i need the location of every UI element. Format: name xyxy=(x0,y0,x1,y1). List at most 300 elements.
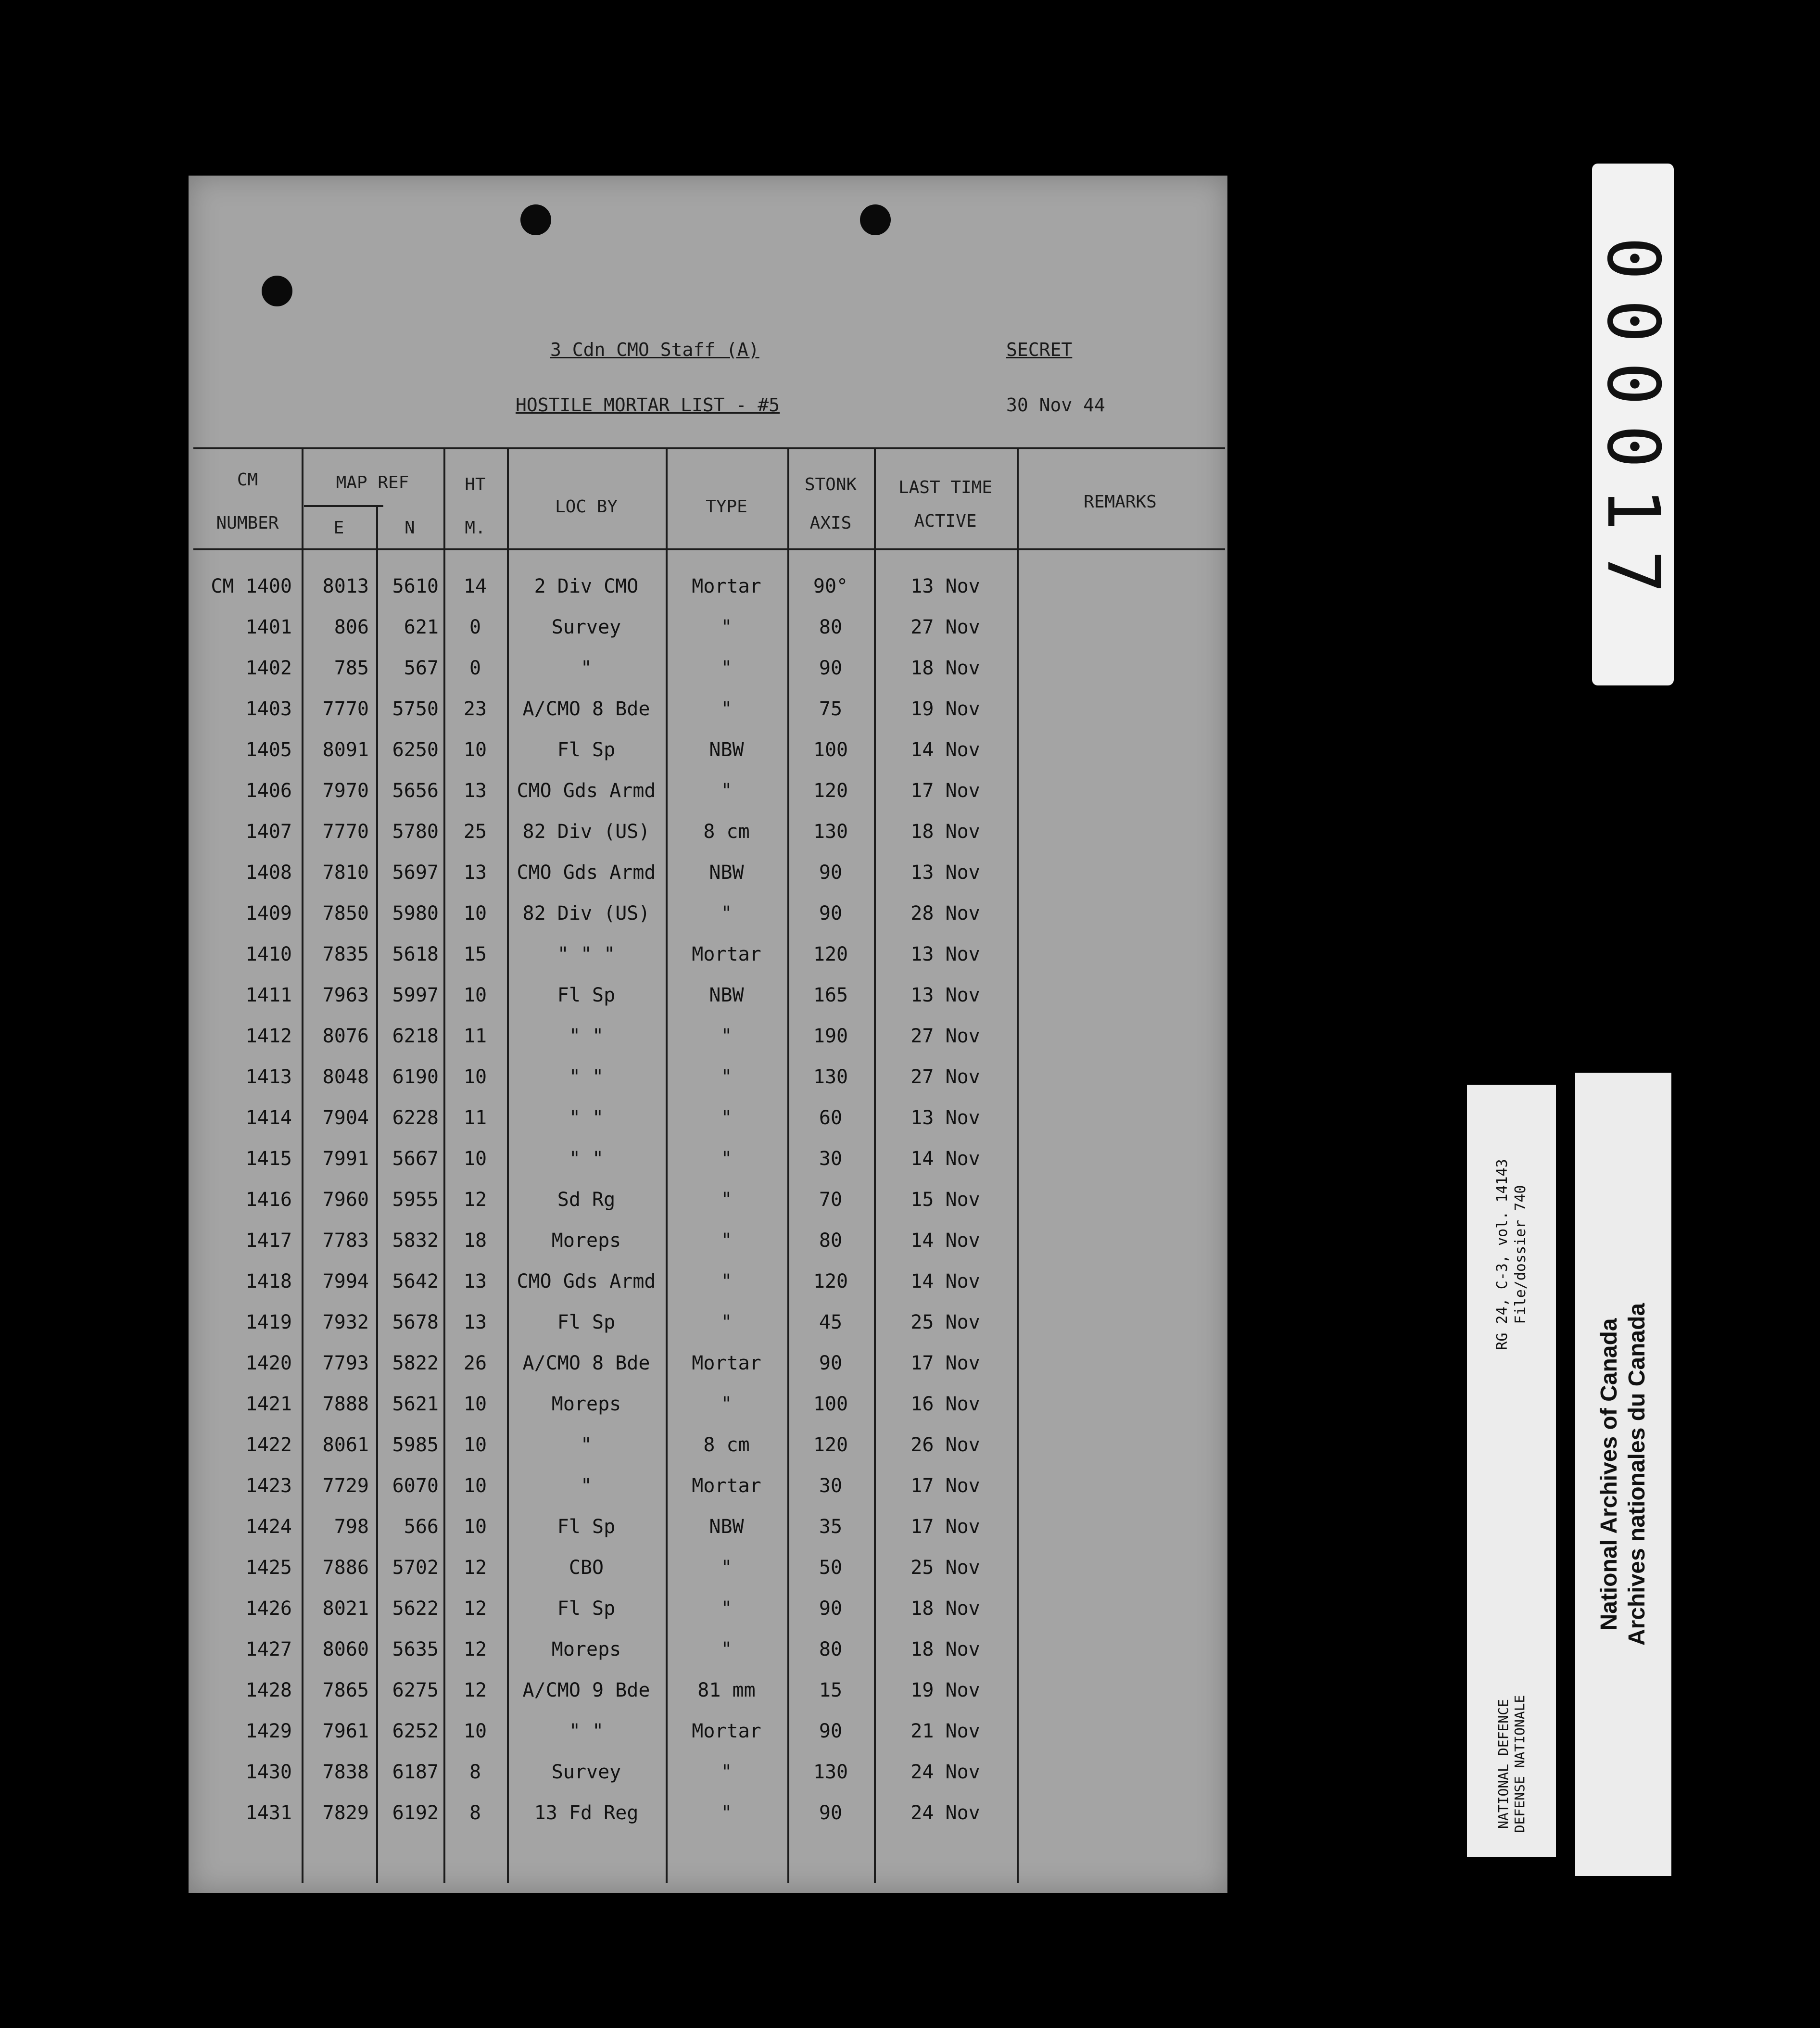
cell-n: 566 xyxy=(404,1516,439,1538)
table-row xyxy=(189,1057,1227,1098)
cell-e: 8076 xyxy=(322,1025,369,1047)
cell-last: 27 Nov xyxy=(910,1066,980,1088)
cell-axis: 130 xyxy=(813,1066,848,1088)
department-name xyxy=(1495,1695,1528,1833)
cell-n: 5697 xyxy=(392,862,439,884)
cell-num: CM 1400 xyxy=(211,575,292,597)
cell-axis: 80 xyxy=(819,1638,843,1660)
table-row xyxy=(189,1220,1227,1261)
cell-e: 7793 xyxy=(322,1352,369,1374)
table-row xyxy=(189,1466,1227,1507)
cell-last: 14 Nov xyxy=(910,739,980,761)
cell-num: 1421 xyxy=(245,1393,292,1415)
table-row xyxy=(189,934,1227,975)
cell-loc: Fl Sp xyxy=(557,739,616,761)
cell-e: 7904 xyxy=(322,1107,369,1129)
table-row xyxy=(189,1629,1227,1670)
cell-ht: 12 xyxy=(463,1597,487,1620)
cell-axis: 30 xyxy=(819,1475,843,1497)
cell-n: 6218 xyxy=(392,1025,439,1047)
cell-num: 1412 xyxy=(245,1025,292,1047)
cell-loc: CMO Gds Armd xyxy=(517,780,656,802)
department-line: DEFENSE NATIONALE xyxy=(1511,1695,1528,1833)
cell-num: 1427 xyxy=(245,1638,292,1660)
cell-type: " xyxy=(720,1229,733,1252)
table-header-rule xyxy=(193,548,1225,550)
header-map-e: E xyxy=(333,518,344,538)
cell-type: NBW xyxy=(709,1516,744,1538)
cell-last: 13 Nov xyxy=(910,984,980,1006)
cell-e: 8021 xyxy=(322,1597,369,1620)
cell-e: 7783 xyxy=(322,1229,369,1252)
cell-loc: CBO xyxy=(569,1557,604,1579)
cell-ht: 10 xyxy=(463,1393,487,1415)
cell-axis: 90 xyxy=(819,1720,843,1742)
punch-hole xyxy=(520,204,551,235)
cell-type: " xyxy=(720,780,733,802)
table-row xyxy=(189,1261,1227,1302)
cell-e: 7865 xyxy=(322,1679,369,1701)
cell-type: Mortar xyxy=(692,1352,761,1374)
cell-type: " xyxy=(720,1107,733,1129)
document-date: 30 Nov 44 xyxy=(1006,394,1105,416)
cell-e: 7770 xyxy=(322,698,369,720)
list-title: HOSTILE MORTAR LIST - #5 xyxy=(516,394,780,416)
cell-e: 7970 xyxy=(322,780,369,802)
cell-type: 8 cm xyxy=(703,821,750,843)
cell-last: 14 Nov xyxy=(910,1148,980,1170)
cell-n: 5667 xyxy=(392,1148,439,1170)
cell-ht: 25 xyxy=(463,821,487,843)
cell-type: Mortar xyxy=(692,1475,761,1497)
cell-n: 6250 xyxy=(392,739,439,761)
cell-axis: 75 xyxy=(819,698,843,720)
cell-ht: 10 xyxy=(463,1475,487,1497)
cell-type: Mortar xyxy=(692,575,761,597)
cell-last: 19 Nov xyxy=(910,1679,980,1701)
cell-ht: 10 xyxy=(463,1720,487,1742)
cell-num: 1416 xyxy=(245,1189,292,1211)
table-row xyxy=(189,1670,1227,1711)
cell-num: 1423 xyxy=(245,1475,292,1497)
cell-last: 13 Nov xyxy=(910,862,980,884)
archive-ref-line: File/dossier 740 xyxy=(1512,1185,1529,1324)
cell-axis: 120 xyxy=(813,943,848,965)
cell-axis: 50 xyxy=(819,1557,843,1579)
cell-loc: " " " xyxy=(557,943,616,965)
cell-type: Mortar xyxy=(692,943,761,965)
cell-n: 6192 xyxy=(392,1802,439,1824)
cell-n: 5621 xyxy=(392,1393,439,1415)
cell-last: 15 Nov xyxy=(910,1189,980,1211)
cell-e: 7961 xyxy=(322,1720,369,1742)
cell-loc: " xyxy=(580,657,593,679)
cell-loc: 13 Fd Reg xyxy=(534,1802,639,1824)
cell-type: " xyxy=(720,1761,733,1783)
cell-n: 6070 xyxy=(392,1475,439,1497)
cell-loc: CMO Gds Armd xyxy=(517,1270,656,1293)
table-top-rule xyxy=(193,447,1225,449)
archives-name-en: National Archives of Canada xyxy=(1596,1318,1622,1631)
table-row xyxy=(189,1302,1227,1343)
cell-ht: 10 xyxy=(463,739,487,761)
cell-n: 6252 xyxy=(392,1720,439,1742)
cell-last: 28 Nov xyxy=(910,902,980,925)
table-row xyxy=(189,1139,1227,1179)
cell-n: 5780 xyxy=(392,821,439,843)
cell-n: 5980 xyxy=(392,902,439,925)
cell-last: 18 Nov xyxy=(910,1597,980,1620)
cell-e: 7729 xyxy=(322,1475,369,1497)
cell-loc: Moreps xyxy=(551,1229,621,1252)
cell-e: 7886 xyxy=(322,1557,369,1579)
cell-last: 18 Nov xyxy=(910,657,980,679)
cell-n: 621 xyxy=(404,616,439,638)
cell-num: 1420 xyxy=(245,1352,292,1374)
cell-axis: 100 xyxy=(813,1393,848,1415)
cell-axis: 100 xyxy=(813,739,848,761)
cell-ht: 12 xyxy=(463,1557,487,1579)
cell-axis: 120 xyxy=(813,780,848,802)
cell-last: 14 Nov xyxy=(910,1270,980,1293)
cell-type: " xyxy=(720,1597,733,1620)
table-row xyxy=(189,1098,1227,1139)
archives-name xyxy=(1595,1303,1651,1646)
cell-type: " xyxy=(720,1025,733,1047)
cell-n: 5822 xyxy=(392,1352,439,1374)
cell-ht: 12 xyxy=(463,1189,487,1211)
cell-num: 1419 xyxy=(245,1311,292,1333)
cell-type: " xyxy=(720,698,733,720)
cell-last: 18 Nov xyxy=(910,1638,980,1660)
cell-loc: 82 Div (US) xyxy=(522,821,650,843)
header-cm: CM xyxy=(237,470,258,490)
cell-e: 7888 xyxy=(322,1393,369,1415)
cell-last: 13 Nov xyxy=(910,575,980,597)
table-row xyxy=(189,1547,1227,1588)
cell-num: 1418 xyxy=(245,1270,292,1293)
cell-ht: 10 xyxy=(463,984,487,1006)
cell-last: 24 Nov xyxy=(910,1802,980,1824)
cell-ht: 8 xyxy=(469,1761,481,1783)
cell-axis: 70 xyxy=(819,1189,843,1211)
cell-last: 13 Nov xyxy=(910,1107,980,1129)
cell-last: 27 Nov xyxy=(910,616,980,638)
cell-last: 17 Nov xyxy=(910,1352,980,1374)
table-row xyxy=(189,1588,1227,1629)
cell-e: 7838 xyxy=(322,1761,369,1783)
cell-ht: 12 xyxy=(463,1679,487,1701)
table-row xyxy=(189,1711,1227,1752)
cell-num: 1401 xyxy=(245,616,292,638)
cell-num: 1409 xyxy=(245,902,292,925)
table-row xyxy=(189,1425,1227,1466)
archives-label xyxy=(1575,1073,1671,1876)
cell-type: " xyxy=(720,1802,733,1824)
archive-reference-tag xyxy=(1467,1085,1556,1857)
cell-e: 7960 xyxy=(322,1189,369,1211)
cell-e: 8091 xyxy=(322,739,369,761)
cell-loc: Fl Sp xyxy=(557,1597,616,1620)
cell-type: " xyxy=(720,902,733,925)
cell-e: 7932 xyxy=(322,1311,369,1333)
cell-last: 13 Nov xyxy=(910,943,980,965)
cell-e: 7829 xyxy=(322,1802,369,1824)
cell-axis: 90 xyxy=(819,1802,843,1824)
cell-last: 27 Nov xyxy=(910,1025,980,1047)
cell-type: " xyxy=(720,1148,733,1170)
frame-number: 000017 xyxy=(1591,236,1675,613)
cell-loc: " " xyxy=(569,1148,604,1170)
header-map-ref: MAP REF xyxy=(336,473,409,493)
punch-hole xyxy=(262,276,292,306)
cell-num: 1410 xyxy=(245,943,292,965)
cell-axis: 45 xyxy=(819,1311,843,1333)
cell-loc: " xyxy=(580,1475,593,1497)
department-line: NATIONAL DEFENCE xyxy=(1495,1699,1511,1829)
header-type: TYPE xyxy=(706,497,747,517)
cell-type: " xyxy=(720,616,733,638)
cell-num: 1426 xyxy=(245,1597,292,1620)
cell-n: 5750 xyxy=(392,698,439,720)
cell-type: NBW xyxy=(709,862,744,884)
cell-loc: Fl Sp xyxy=(557,984,616,1006)
unit-heading: 3 Cdn CMO Staff (A) xyxy=(550,339,759,360)
cell-type: " xyxy=(720,1270,733,1293)
table-row xyxy=(189,689,1227,730)
cell-type: " xyxy=(720,1393,733,1415)
cell-last: 17 Nov xyxy=(910,1475,980,1497)
cell-n: 6187 xyxy=(392,1761,439,1783)
cell-ht: 13 xyxy=(463,862,487,884)
cell-n: 6228 xyxy=(392,1107,439,1129)
cell-ht: 8 xyxy=(469,1802,481,1824)
cell-num: 1403 xyxy=(245,698,292,720)
cell-type: " xyxy=(720,1638,733,1660)
cell-last: 14 Nov xyxy=(910,1229,980,1252)
cell-axis: 90 xyxy=(819,1352,843,1374)
cell-last: 25 Nov xyxy=(910,1557,980,1579)
cell-e: 7963 xyxy=(322,984,369,1006)
cell-type: NBW xyxy=(709,739,744,761)
header-axis: AXIS xyxy=(809,513,852,533)
cell-loc: " " xyxy=(569,1107,604,1129)
table-row xyxy=(189,975,1227,1016)
cell-type: NBW xyxy=(709,984,744,1006)
cell-last: 18 Nov xyxy=(910,821,980,843)
table-row xyxy=(189,1179,1227,1220)
cell-num: 1425 xyxy=(245,1557,292,1579)
cell-axis: 120 xyxy=(813,1434,848,1456)
cell-axis: 80 xyxy=(819,1229,843,1252)
header-loc-by: LOC BY xyxy=(555,497,618,517)
classification-marking: SECRET xyxy=(1006,339,1073,360)
cell-n: 5642 xyxy=(392,1270,439,1293)
cell-ht: 12 xyxy=(463,1638,487,1660)
table-row xyxy=(189,730,1227,771)
header-active: ACTIVE xyxy=(914,511,977,531)
cell-loc: Survey xyxy=(551,616,621,638)
cell-ht: 13 xyxy=(463,780,487,802)
cell-e: 7850 xyxy=(322,902,369,925)
cell-e: 7770 xyxy=(322,821,369,843)
cell-last: 19 Nov xyxy=(910,698,980,720)
cell-ht: 10 xyxy=(463,902,487,925)
cell-n: 5678 xyxy=(392,1311,439,1333)
cell-loc: 2 Div CMO xyxy=(534,575,639,597)
cell-loc: " " xyxy=(569,1720,604,1742)
cell-loc: Survey xyxy=(551,1761,621,1783)
cell-last: 16 Nov xyxy=(910,1393,980,1415)
table-row xyxy=(189,1507,1227,1547)
cell-n: 5955 xyxy=(392,1189,439,1211)
cell-e: 7810 xyxy=(322,862,369,884)
cell-n: 5985 xyxy=(392,1434,439,1456)
cell-num: 1424 xyxy=(245,1516,292,1538)
cell-n: 5610 xyxy=(392,575,439,597)
cell-n: 5997 xyxy=(392,984,439,1006)
table-row xyxy=(189,771,1227,811)
cell-type: " xyxy=(720,1311,733,1333)
table-row xyxy=(189,648,1227,689)
header-ht: HT xyxy=(465,475,486,494)
cell-ht: 14 xyxy=(463,575,487,597)
cell-n: 5618 xyxy=(392,943,439,965)
cell-ht: 11 xyxy=(463,1107,487,1129)
cell-n: 567 xyxy=(404,657,439,679)
cell-n: 5635 xyxy=(392,1638,439,1660)
cell-axis: 190 xyxy=(813,1025,848,1047)
header-ht-unit: M. xyxy=(465,518,486,538)
cell-axis: 90° xyxy=(813,575,848,597)
cell-ht: 15 xyxy=(463,943,487,965)
table-row xyxy=(189,1343,1227,1384)
table-row xyxy=(189,852,1227,893)
cell-ht: 13 xyxy=(463,1311,487,1333)
cell-last: 21 Nov xyxy=(910,1720,980,1742)
cell-e: 8048 xyxy=(322,1066,369,1088)
cell-axis: 60 xyxy=(819,1107,843,1129)
cell-loc: Fl Sp xyxy=(557,1311,616,1333)
cell-axis: 90 xyxy=(819,862,843,884)
table-row xyxy=(189,811,1227,852)
cell-loc: " " xyxy=(569,1066,604,1088)
cell-e: 8060 xyxy=(322,1638,369,1660)
cell-num: 1422 xyxy=(245,1434,292,1456)
cell-n: 6275 xyxy=(392,1679,439,1701)
cell-ht: 18 xyxy=(463,1229,487,1252)
cell-n: 6190 xyxy=(392,1066,439,1088)
cell-loc: A/CMO 9 Bde xyxy=(522,1679,650,1701)
cell-axis: 90 xyxy=(819,1597,843,1620)
cell-ht: 0 xyxy=(469,657,481,679)
cell-e: 8013 xyxy=(322,575,369,597)
table-row xyxy=(189,893,1227,934)
cell-num: 1402 xyxy=(245,657,292,679)
cell-num: 1428 xyxy=(245,1679,292,1701)
cell-ht: 10 xyxy=(463,1434,487,1456)
cell-num: 1414 xyxy=(245,1107,292,1129)
table-row xyxy=(189,1384,1227,1425)
cell-loc: " " xyxy=(569,1025,604,1047)
archive-reference xyxy=(1493,1159,1530,1350)
cell-num: 1413 xyxy=(245,1066,292,1088)
cell-loc: Moreps xyxy=(551,1638,621,1660)
cell-axis: 15 xyxy=(819,1679,843,1701)
cell-loc: Moreps xyxy=(551,1393,621,1415)
cell-num: 1417 xyxy=(245,1229,292,1252)
cell-loc: Fl Sp xyxy=(557,1516,616,1538)
document-sheet xyxy=(189,176,1227,1893)
cell-axis: 30 xyxy=(819,1148,843,1170)
cell-ht: 11 xyxy=(463,1025,487,1047)
cell-ht: 0 xyxy=(469,616,481,638)
cell-num: 1405 xyxy=(245,739,292,761)
cell-ht: 26 xyxy=(463,1352,487,1374)
table-row xyxy=(189,1016,1227,1057)
cell-e: 806 xyxy=(334,616,369,638)
cell-n: 5656 xyxy=(392,780,439,802)
cell-type: 81 mm xyxy=(697,1679,756,1701)
cell-e: 7991 xyxy=(322,1148,369,1170)
cell-num: 1430 xyxy=(245,1761,292,1783)
cell-loc: 82 Div (US) xyxy=(522,902,650,925)
cell-axis: 130 xyxy=(813,1761,848,1783)
cell-e: 785 xyxy=(334,657,369,679)
archive-ref-line: RG 24, C-3, vol. 14143 xyxy=(1493,1159,1511,1350)
cell-e: 7835 xyxy=(322,943,369,965)
cell-num: 1415 xyxy=(245,1148,292,1170)
header-last-time: LAST TIME xyxy=(898,478,993,497)
cell-type: 8 cm xyxy=(703,1434,750,1456)
cell-ht: 13 xyxy=(463,1270,487,1293)
cell-type: Mortar xyxy=(692,1720,761,1742)
cell-e: 798 xyxy=(334,1516,369,1538)
map-ref-divider xyxy=(304,505,383,507)
cell-n: 5832 xyxy=(392,1229,439,1252)
cell-num: 1431 xyxy=(245,1802,292,1824)
cell-type: " xyxy=(720,657,733,679)
table-row xyxy=(189,1752,1227,1793)
cell-ht: 10 xyxy=(463,1066,487,1088)
header-map-n: N xyxy=(404,518,415,538)
cell-num: 1429 xyxy=(245,1720,292,1742)
header-number: NUMBER xyxy=(216,513,279,533)
cell-last: 24 Nov xyxy=(910,1761,980,1783)
cell-type: " xyxy=(720,1066,733,1088)
cell-axis: 130 xyxy=(813,821,848,843)
cell-num: 1408 xyxy=(245,862,292,884)
cell-ht: 10 xyxy=(463,1148,487,1170)
cell-last: 25 Nov xyxy=(910,1311,980,1333)
cell-loc: Sd Rg xyxy=(557,1189,616,1211)
header-stonk: STONK xyxy=(804,475,857,494)
cell-last: 17 Nov xyxy=(910,1516,980,1538)
table-row xyxy=(189,607,1227,648)
archives-name-fr: Archives nationales du Canada xyxy=(1624,1303,1650,1646)
cell-axis: 35 xyxy=(819,1516,843,1538)
cell-n: 5702 xyxy=(392,1557,439,1579)
frame-number-label xyxy=(1592,164,1674,685)
header-remarks: REMARKS xyxy=(1084,492,1157,512)
cell-ht: 23 xyxy=(463,698,487,720)
cell-loc: " xyxy=(580,1434,593,1456)
cell-num: 1411 xyxy=(245,984,292,1006)
cell-last: 17 Nov xyxy=(910,780,980,802)
cell-num: 1406 xyxy=(245,780,292,802)
punch-hole xyxy=(860,204,891,235)
cell-axis: 80 xyxy=(819,616,843,638)
